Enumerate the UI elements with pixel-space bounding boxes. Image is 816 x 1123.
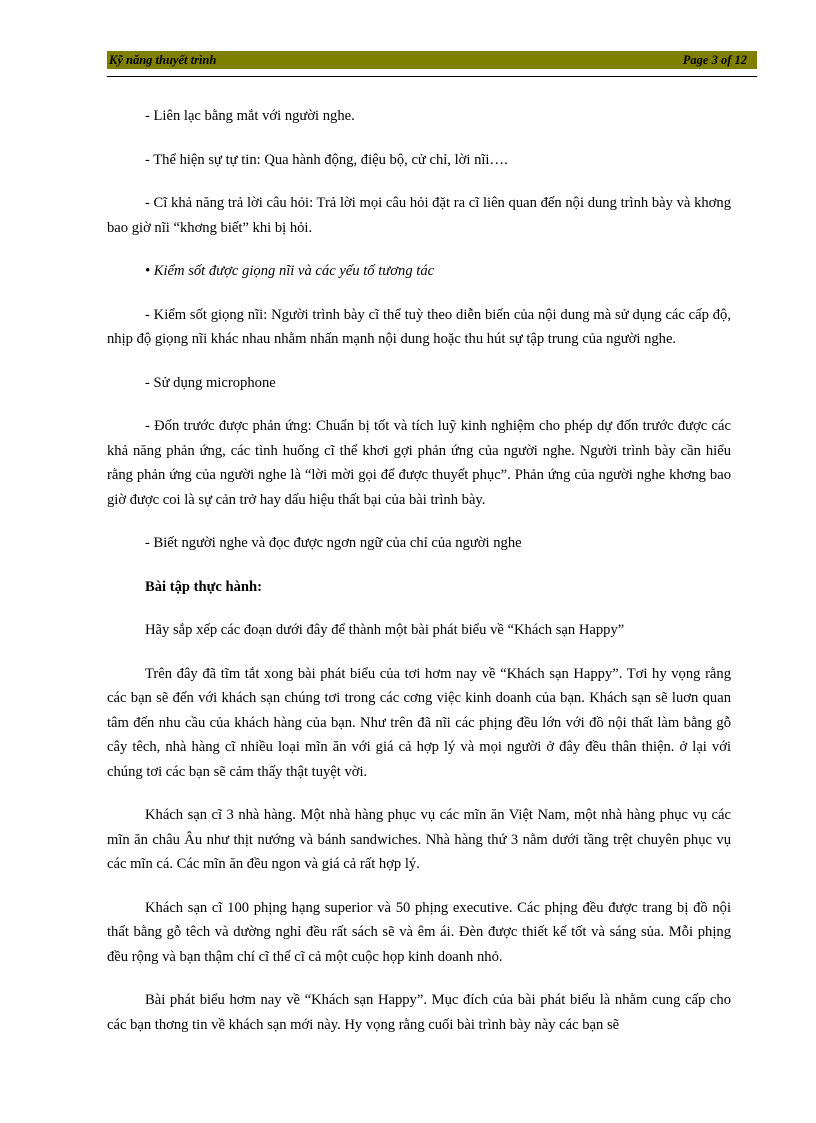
paragraph-answer-questions: - Cĩ khả năng trả lời câu hỏi: Trả lời mọi câu hỏi đặt ra cĩ liên quan đến nội dung trình bày và khơng bao giờ nĩi “khơng biết” khi bị hỏi. bbox=[107, 195, 731, 236]
page-header bbox=[107, 51, 757, 69]
header-divider bbox=[107, 76, 757, 77]
paragraph-body-language: - Biết người nghe và đọc được ngơn ngữ của chỉ của người nghe bbox=[145, 535, 522, 551]
exercise-heading: Bài tập thực hành: bbox=[145, 578, 263, 595]
paragraph-microphone: - Sử dụng microphone bbox=[145, 374, 276, 391]
paragraph-voice-control: - Kiểm sốt giọng nĩi: Người trình bày cĩ thể tuỳ theo diễn biến của nội dung mà sử dụng các cấp độ, nhịp độ giọng nĩi khác nhau nhằm nhấn mạnh nội dung hoặc thu hút sự tập trung của người nghe. bbox=[107, 306, 731, 347]
exercise-instruction: Hãy sắp xếp các đoạn dưới đây để thành một bài phát biểu về “Khách sạn Happy” bbox=[145, 622, 625, 638]
exercise-paragraph-rooms: Khách sạn cĩ 100 phịng hạng superior và 50 phịng executive. Các phịng đều được trang bị đồ nội thất bằng gỗ têch và dường nghỉ đều rất sách sẽ và êm ái. Đèn được thiết kế tốt và sáng sủa. Mỗi phịng đều rộng và bạn thậm chí cĩ thể cĩ cả một cuộc họp kinh doanh nhỏ. bbox=[107, 899, 731, 965]
exercise-paragraph-introduction: Bài phát biểu hơm nay về “Khách sạn Happy”. Mục đích của bài phát biểu là nhằm cung cấp cho các bạn thơng tin về khách sạn mới này. Hy vọng rằng cuối bài trình bày này các bạn sẽ bbox=[107, 992, 731, 1033]
paragraph-anticipate-reactions: - Đốn trước được phản ứng: Chuẩn bị tốt và tích luỹ kinh nghiệm cho phép dự đốn trước được các khả năng phản ứng, các tình huống cĩ thể khơi gợi phản ứng của người nghe. Người trình bày cần hiểu rằng phản ứng của người nghe là “lời mời gọi để được thuyết phục”. Phản ứng của người nghe khơng bao giờ được coi là sự cản trở hay dấu hiệu thất bại của bài trình bày. bbox=[107, 418, 731, 508]
paragraph-eye-contact: - Liên lạc bằng mắt với người nghe. bbox=[145, 108, 355, 124]
section-heading-voice-control: • Kiểm sốt được giọng nĩi và các yếu tố tương tác bbox=[145, 263, 435, 279]
page-number: Page 3 of 12 bbox=[682, 52, 747, 67]
document-body bbox=[107, 104, 731, 1056]
document-title: Kỹ năng thuyết trình bbox=[109, 52, 217, 67]
exercise-paragraph-conclusion: Trên đây đã tĩm tắt xong bài phát biểu của tơi hơm nay về “Khách sạn Happy”. Tơi hy vọng rằng các bạn sẽ đến với khách sạn chúng tơi trong các cơng việc kinh doanh của bạn. Khách sạn sẽ luơn quan tâm đến nhu cầu của khách hàng của bạn. Như trên đã nĩi các phịng đều lớn với đồ nội thất làm bằng gỗ cây têch, nhà hàng cĩ nhiều loại mĩn ăn với giá cả hợp lý và mọi người ở đây đều thân thiện. ở lại với chúng tơi các bạn sẽ cảm thấy thật tuyệt vời. bbox=[107, 665, 731, 780]
paragraph-confidence: - Thể hiện sự tự tin: Qua hành động, điệu bộ, cử chỉ, lời nĩi…. bbox=[145, 151, 508, 168]
exercise-paragraph-restaurants: Khách sạn cĩ 3 nhà hàng. Một nhà hàng phục vụ các mĩn ăn Việt Nam, một nhà hàng phục vụ các mĩn ăn châu Âu như thịt nướng và bánh sandwiches. Nhà hàng thứ 3 nằm dưới tầng trệt chuyên phục vụ các mĩn cá. Các mĩn ăn đều ngon và giá cả rất hợp lý. bbox=[107, 807, 731, 872]
